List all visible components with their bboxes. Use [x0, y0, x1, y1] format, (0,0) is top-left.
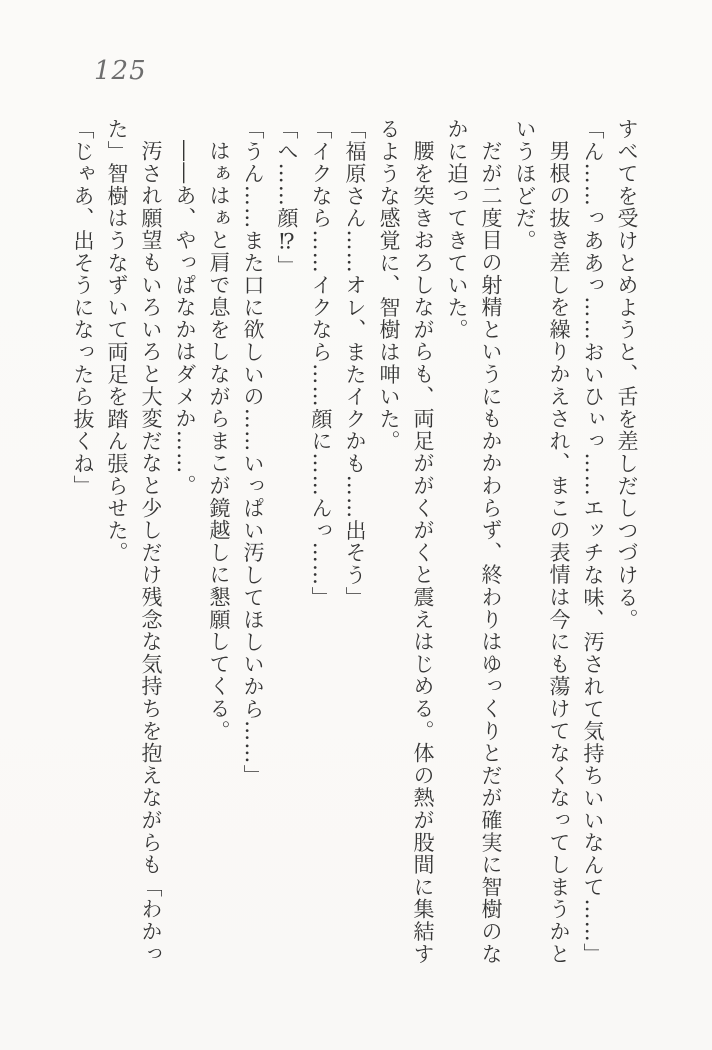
text-column: 「へ……顔⁉」 [275, 118, 299, 278]
text-column: 「ん……っああっ……おいひぃっ……エッチな味、汚されて気持ちいいなんて……」 [581, 118, 605, 966]
text-column: 男根の抜き差しを繰りかえされ、まこの表情は今にも蕩けてなくなってしまうかと [547, 140, 571, 966]
text-column: かに迫ってきていた。 [445, 118, 469, 341]
text-column: 「じゃあ、出そうになったら抜くね」 [71, 118, 95, 498]
text-column: だが二度目の射精というにもかかわらず、終わりはゆっくりとだが確実に智樹のな [479, 140, 503, 966]
text-column: 「イクなら……イクなら……顔に……んっ……」 [309, 118, 333, 609]
text-column: ――あ、やっぱなかはダメか……。 [173, 140, 197, 497]
text-column: 腰を突きおろしながらも、両足ががくがくと震えはじめる。体の熱が股間に集結す [411, 140, 435, 966]
text-column: 「福原さん……オレ、またイクかも……出そう」 [343, 118, 367, 609]
vertical-text-block [64, 118, 644, 976]
text-column: いうほどだ。 [513, 118, 537, 252]
text-column: 「うん……また口に欲しいの……いっぱい汚してほしいから……」 [241, 118, 265, 787]
text-column: 汚され願望もいろいろと大変だなと少しだけ残念な気持ちを抱えながらも「わかっ [139, 140, 163, 966]
text-column: た」智樹はうなずいて両足を踏ん張らせた。 [105, 118, 129, 564]
text-column: すべてを受けとめようと、舌を差しだしつづける。 [615, 118, 639, 631]
page-number: 125 [94, 56, 147, 86]
text-column: るような感覚に、智樹は呻いた。 [377, 118, 401, 453]
text-column: はぁはぁと肩で息をしながらまこが鏡越しに懇願してくる。 [207, 140, 231, 743]
